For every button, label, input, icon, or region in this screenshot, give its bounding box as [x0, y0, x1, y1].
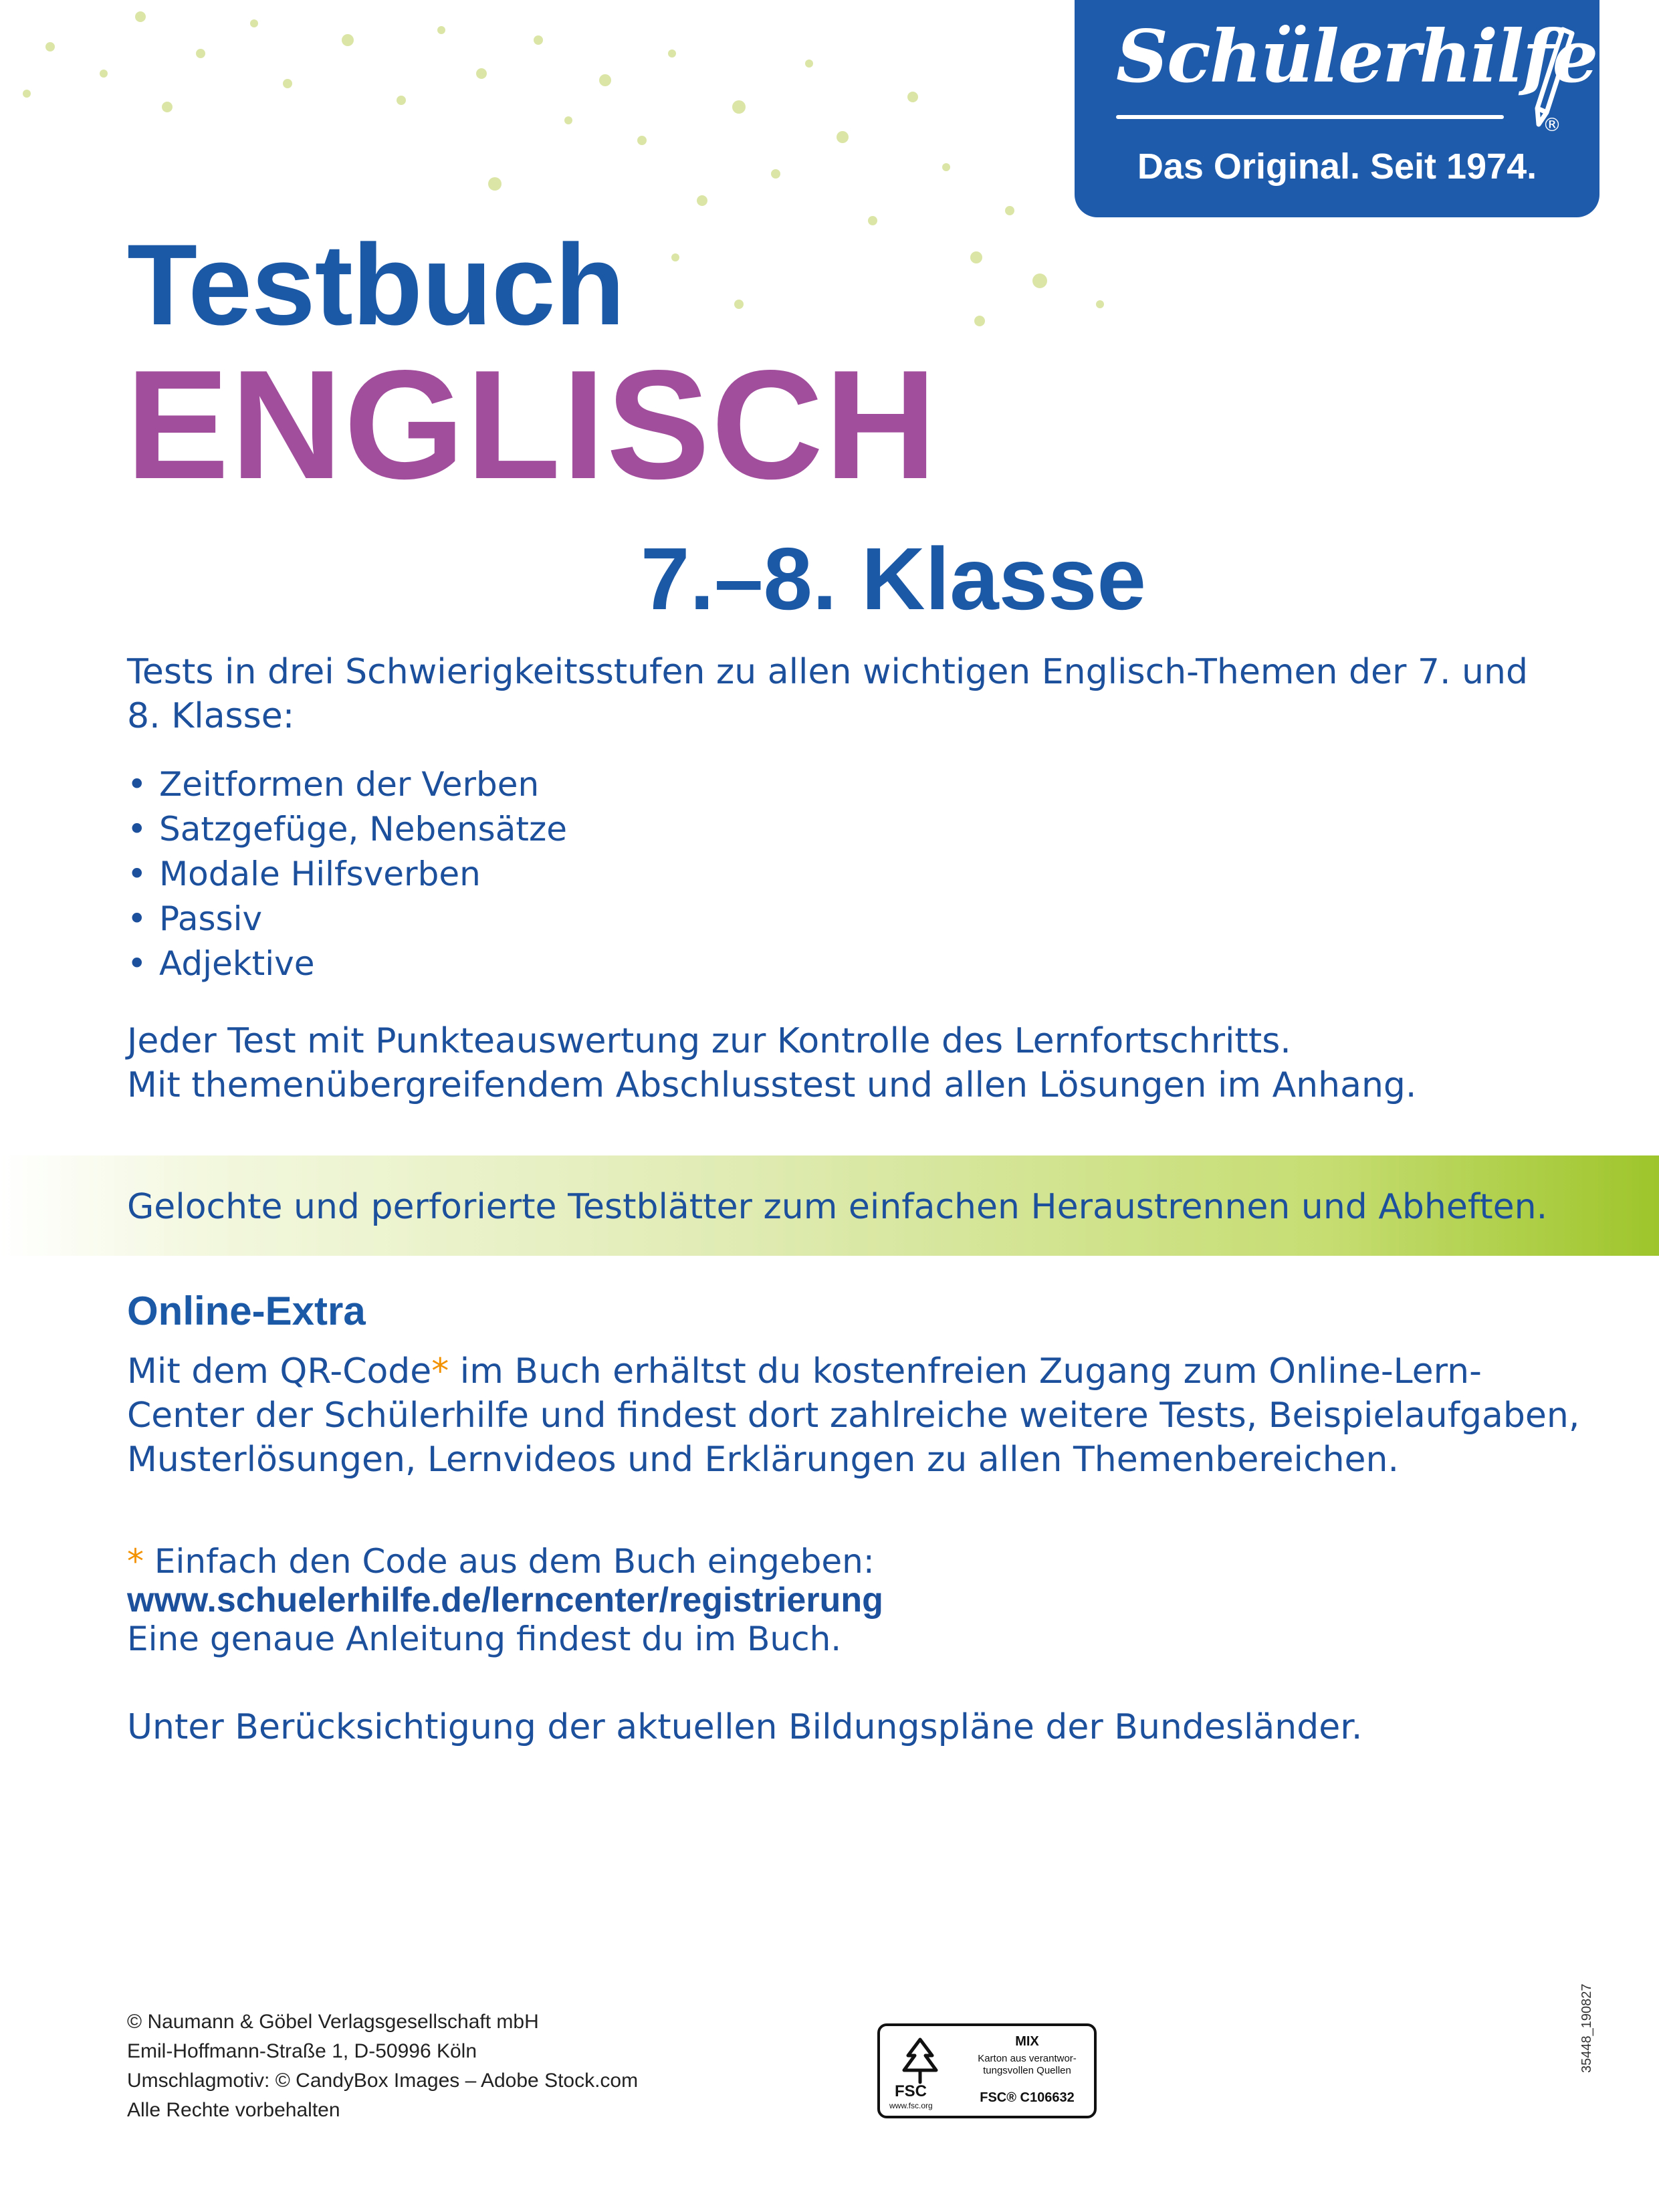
note-instruction: Einfach den Code aus dem Buch eingeben: [154, 1542, 875, 1581]
logo-tagline: Das Original. Seit 1974. [1137, 146, 1537, 187]
fsc-mix: MIX [1015, 2034, 1039, 2049]
imprint-address: Emil-Hoffmann-Straße 1, D-50996 Köln [127, 2040, 477, 2062]
brand-logo [1075, 0, 1599, 217]
list-item: • Adjektive [127, 942, 567, 986]
list-item: • Modale Hilfsverben [127, 852, 567, 897]
registration-url: www.schuelerhilfe.de/lerncenter/registrierung [127, 1581, 883, 1620]
title-testbuch: Testbuch [127, 221, 625, 349]
online-extra-note [127, 1542, 1531, 1658]
online-extra-body-rest: im Buch erhältst du kostenfreien Zugang zum Online-Lern-Center der Schülerhilfe und findest dort zahlreiche weitere Tests, Beispielaufgaben, Musterlösungen, Lernvideos und Erklärungen zu allen Themenbereichen. [127, 1351, 1580, 1480]
title-grade: 7.–8. Klasse [641, 530, 1146, 628]
intro-text: Tests in drei Schwierigkeitsstufen zu allen wichtigen Englisch-Themen der 7. und 8. Klasse: [127, 652, 1528, 736]
imprint-publisher: © Naumann & Göbel Verlagsgesellschaft mbH [127, 2011, 539, 2033]
fsc-website: www.fsc.org [889, 2101, 933, 2110]
fsc-abbreviation: FSC [895, 2082, 927, 2100]
imprint-image-credit: Umschlagmotiv: © CandyBox Images – Adobe Stock.com [127, 2070, 639, 2092]
list-item: • Zeitformen der Verben [127, 762, 567, 807]
topic-list [127, 762, 567, 986]
features-text [127, 1019, 1531, 1107]
logo-wordmark: Schülerhilfe [1116, 15, 1597, 99]
fsc-code: FSC® C106632 [980, 2090, 1075, 2105]
online-extra-heading: Online-Extra [127, 1289, 366, 1333]
product-code: 35448_190827 [1579, 1983, 1594, 2073]
online-extra-body [127, 1349, 1585, 1482]
asterisk-mark: * [127, 1542, 144, 1581]
features-line-2: Mit themenübergreifendem Abschlusstest und allen Lösungen im Anhang. [127, 1065, 1417, 1105]
features-line-1: Jeder Test mit Punkteauswertung zur Kontrolle des Lernfortschritts. [127, 1021, 1291, 1061]
note-guide: Eine genaue Anleitung findest du im Buch. [127, 1620, 842, 1658]
logo-underline [1116, 115, 1504, 119]
highlight-band-text: Gelochte und perforierte Testblätter zum einfachen Heraustrennen und Abheften. [127, 1187, 1548, 1227]
imprint [127, 2007, 638, 2125]
list-item: • Passiv [127, 897, 567, 942]
asterisk-mark: * [431, 1351, 449, 1392]
fsc-description: Karton aus verantwor-tungsvollen Quellen [978, 2053, 1077, 2076]
registered-mark: ® [1543, 114, 1561, 136]
fsc-tree-icon [893, 2035, 947, 2085]
curriculum-note: Unter Berücksichtigung der aktuellen Bildungspläne der Bundesländer. [127, 1707, 1363, 1747]
imprint-rights: Alle Rechte vorbehalten [127, 2099, 340, 2121]
list-item: • Satzgefüge, Nebensätze [127, 807, 567, 852]
online-extra-body-start: Mit dem QR-Code [127, 1351, 432, 1392]
fsc-label [877, 2023, 1097, 2118]
title-subject: ENGLISCH [126, 338, 938, 512]
